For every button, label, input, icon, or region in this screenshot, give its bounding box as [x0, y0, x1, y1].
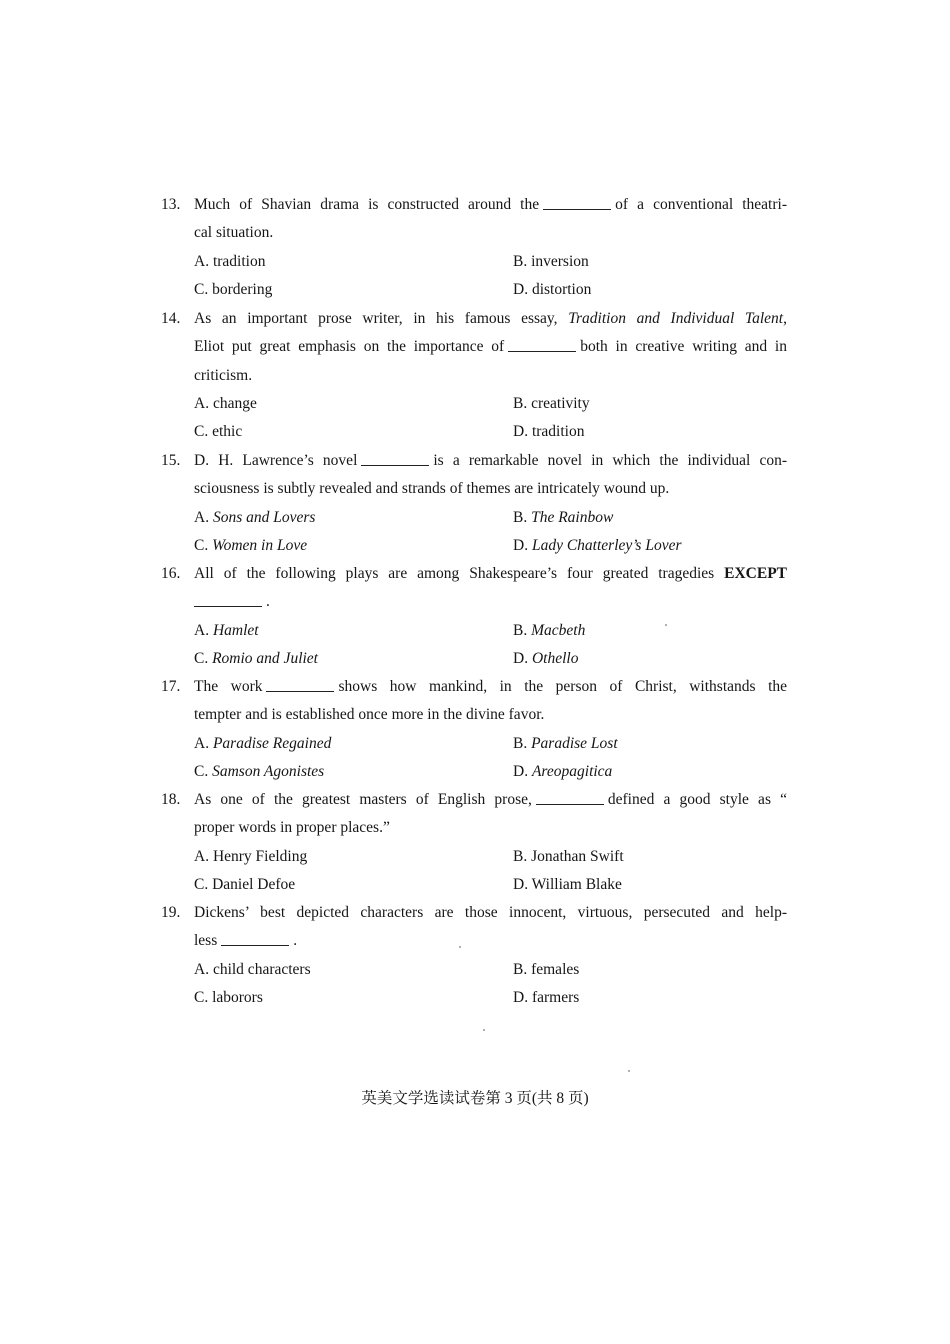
except-emphasis: EXCEPT: [724, 565, 787, 582]
answer-blank: [221, 931, 289, 946]
options-row: [161, 418, 787, 446]
option-c: C. Daniel Defoe: [194, 875, 296, 893]
question-16: [161, 560, 787, 673]
options-row: [161, 984, 787, 1012]
option-d: D. William Blake: [513, 875, 622, 893]
question-18: [161, 786, 787, 899]
answer-blank: [266, 677, 334, 692]
option-a: A. change: [194, 394, 257, 412]
answer-blank: [508, 337, 576, 352]
question-text: 17. The work shows how mankind, in the person of Christ, withstands the: [161, 673, 787, 701]
option-c: C. Women in Love: [194, 536, 308, 554]
option-d: D. distortion: [513, 280, 592, 298]
option-d: D. farmers: [513, 988, 580, 1006]
option-c: C. Romio and Juliet: [194, 649, 318, 667]
option-a: A. Henry Fielding: [194, 847, 308, 865]
scan-speck: [628, 1070, 630, 1072]
options-row: [161, 617, 787, 645]
options-row: [161, 871, 787, 899]
question-14: [161, 305, 787, 446]
option-a: A. Sons and Lovers: [194, 508, 316, 526]
question-number: 16.: [161, 565, 181, 582]
option-b: B. inversion: [513, 252, 589, 270]
question-text: 18. As one of the greatest masters of English prose, defined a good style as “: [161, 786, 787, 814]
question-text: 15. D. H. Lawrence’s novel is a remarkable novel in which the individual con-: [161, 447, 787, 475]
options-row: [161, 758, 787, 786]
question-19: [161, 899, 787, 1012]
option-d: D. Areopagitica: [513, 762, 613, 780]
question-15: [161, 447, 787, 560]
scan-speck: [483, 1029, 485, 1031]
question-17: [161, 673, 787, 786]
question-text-cont: tempter and is established once more in the divine favor.: [194, 706, 545, 724]
question-text-cont: cal situation.: [194, 224, 274, 242]
question-number: 18.: [161, 791, 181, 808]
option-c: C. Samson Agonistes: [194, 762, 325, 780]
answer-blank: [536, 790, 604, 805]
option-b: B. Jonathan Swift: [513, 847, 624, 865]
option-b: B. Paradise Lost: [513, 734, 618, 752]
options-row: [161, 276, 787, 304]
option-b: B. Macbeth: [513, 621, 586, 639]
answer-blank: [543, 195, 611, 210]
option-a: A. Paradise Regained: [194, 734, 332, 752]
options-row: [161, 390, 787, 418]
option-a: A. tradition: [194, 252, 266, 270]
question-text: 14. As an important prose writer, in his famous essay, Tradition and Individual Talent,: [161, 305, 787, 333]
option-d: D. Lady Chatterley’s Lover: [513, 536, 682, 554]
question-number: 19.: [161, 904, 181, 921]
option-d: D. Othello: [513, 649, 579, 667]
option-c: C. laborors: [194, 988, 263, 1006]
option-b: B. females: [513, 960, 580, 978]
option-a: A. Hamlet: [194, 621, 259, 639]
option-b: B. creativity: [513, 394, 590, 412]
answer-blank: [194, 592, 262, 607]
option-b: B. The Rainbow: [513, 508, 614, 526]
page-footer: 英美文学选读试卷第 3 页(共 8 页): [361, 1090, 589, 1107]
question-text-cont: less .: [194, 932, 298, 950]
option-c: C. ethic: [194, 423, 243, 441]
question-number: 14.: [161, 310, 181, 327]
question-number: 13.: [161, 196, 181, 213]
question-text-cont: criticism.: [194, 366, 253, 384]
options-row: [161, 248, 787, 276]
options-row: [161, 645, 787, 673]
question-13: [161, 191, 787, 304]
question-text-cont: sciousness is subtly revealed and strands of themes are intricately wound up.: [194, 480, 670, 498]
question-text: 19. Dickens’ best depicted characters are those innocent, virtuous, persecuted and help-: [161, 899, 787, 927]
option-d: D. tradition: [513, 423, 585, 441]
essay-title: Tradition and Individual Talent: [568, 310, 784, 327]
question-text-cont: .: [161, 588, 787, 616]
option-c: C. bordering: [194, 280, 273, 298]
question-number: 15.: [161, 452, 181, 469]
options-row: [161, 843, 787, 871]
question-text-cont: Eliot put great emphasis on the importance of both in creative writing and in: [194, 338, 787, 356]
answer-blank: [361, 451, 429, 466]
question-text-cont: proper words in proper places.”: [194, 819, 390, 837]
options-row: [161, 504, 787, 532]
option-a: A. child characters: [194, 960, 311, 978]
options-row: [161, 532, 787, 560]
scan-speck: [459, 946, 461, 948]
options-row: [161, 730, 787, 758]
scan-speck: [665, 624, 667, 626]
question-number: 17.: [161, 678, 181, 695]
question-text: 16. All of the following plays are among Shakespeare’s four greated tragedies EXCEPT: [161, 560, 787, 588]
options-row: [161, 956, 787, 984]
question-text: 13. Much of Shavian drama is constructed around the of a conventional theatri-: [161, 191, 787, 219]
